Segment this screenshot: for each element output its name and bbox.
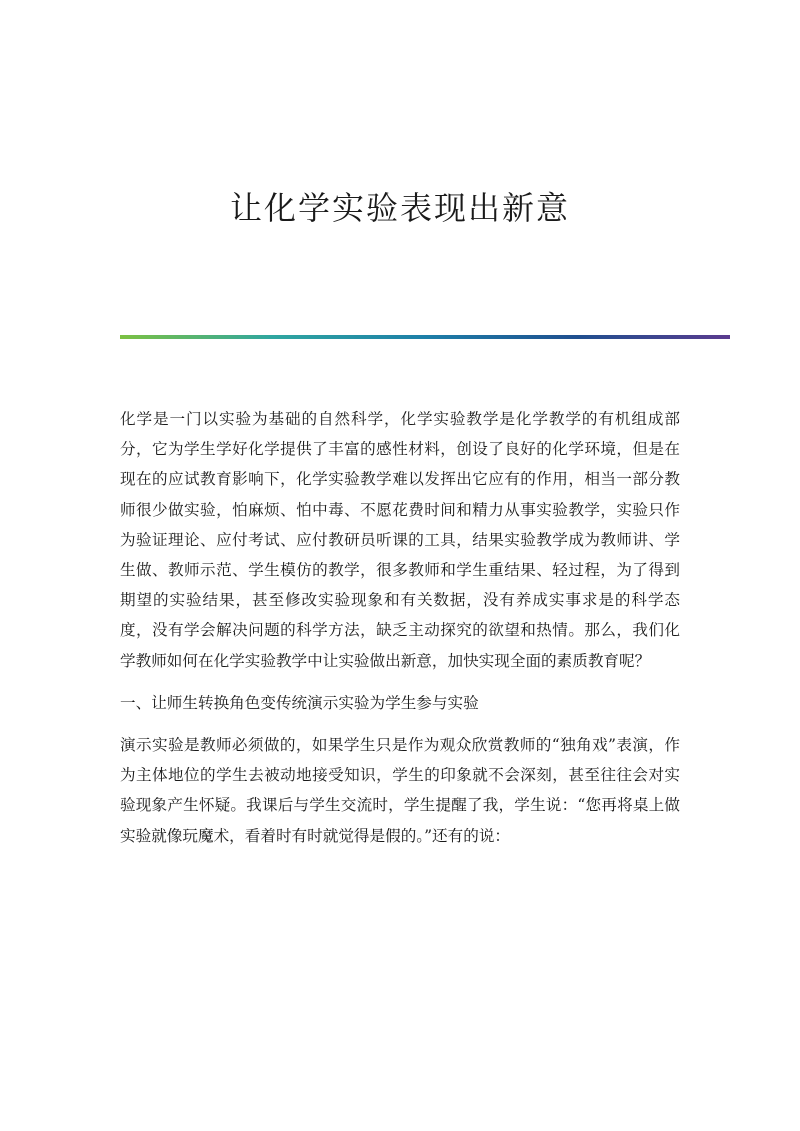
intro-paragraph: 化学是一门以实验为基础的自然科学，化学实验教学是化学教学的有机组成部分，它为学生学好化学提供了丰富的感性材料，创设了良好的化学环境，但是在现在的应试教育影响下，化学实验教学难以发挥出它应有的作用，相当一部分教师很少做实验，怕麻烦、怕中毒、不愿花费时间和精力从事实验教学，实验只作为验证理论、应付考试、应付教研员听课的工具，结果实验教学成为教师讲、学生做、教师示范、学生模仿的教学，很多教师和学生重结果、轻过程，为了得到期望的实验结果，甚至修改实验现象和有关数据，没有养成实事求是的科学态度，没有学会解决问题的科学方法，缺乏主动探究的欲望和热情。那么，我们化学教师如何在化学实验教学中让实验做出新意，加快实现全面的素质教育呢？ [120, 410, 680, 670]
title-divider [120, 335, 730, 339]
page-title: 让化学实验表现出新意 [229, 189, 570, 227]
section-paragraph: 演示实验是教师必须做的，如果学生只是作为观众欣赏教师的“独角戏”表演，作为主体地位的学生去被动地接受知识，学生的印象就不会深刻，甚至往往会对实验现象产生怀疑。我课后与学生交流时，学生提醒了我，学生说：“您再将桌上做实验就像玩魔术，看着时有时就觉得是假的。”还有的说： [120, 736, 680, 845]
body-text [120, 404, 680, 851]
section-heading: 一、让师生转换角色变传统演示实验为学生参与实验 [120, 693, 479, 712]
